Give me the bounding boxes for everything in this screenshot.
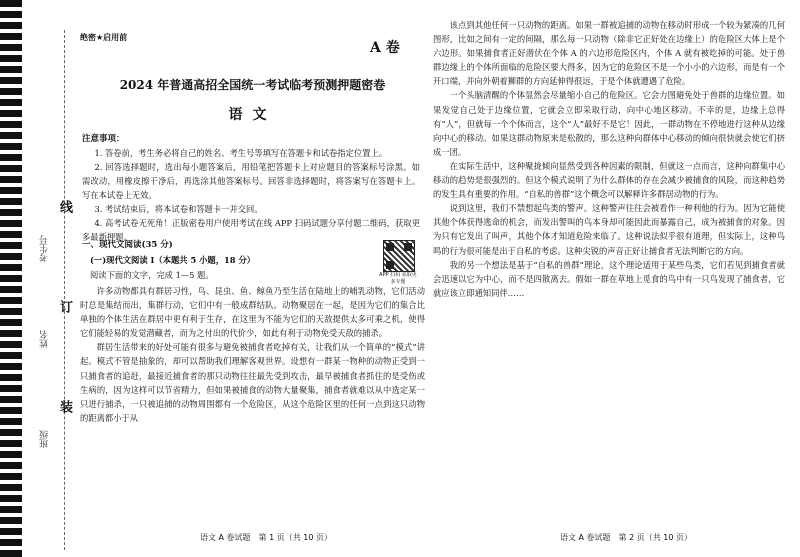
- name-label: 姓名: [40, 330, 50, 348]
- paper-version: A 卷: [370, 40, 400, 56]
- subsection-heading: (一)现代文阅读 I（本题共 5 小题，18 分）: [90, 255, 256, 265]
- binding-bind-label: 装: [57, 400, 72, 413]
- note-item: 1. 答卷前，考生务必将自己的姓名、考生号等填写在答题卡和试卷指定位置上。: [94, 148, 388, 158]
- article-paragraph: 许多动物都具有群居习性，鸟、昆虫、鱼、鲸鱼乃至生活在陆地上的哺乳动物，它们活动时总是集结而出，集群行动，它们中有一般成群结队。动物聚居在一起，是因为它们的集合比单独的个体生活在群居中更有利于生存，在这里为不能为它们的天敌提供太多可乘之机，使得它们能轻易的发觉潜藏者，而为之付出的代价少，如此有利于动物免受天敌的捕杀。: [80, 286, 425, 339]
- footer-left-page: 语文 A 卷试题 第 1 页（共 10 页）: [200, 533, 332, 542]
- subject-title: 语文: [228, 107, 277, 123]
- qr-caption: APP 扫码 获取更多专题: [379, 272, 417, 285]
- class-label: 班级: [40, 430, 50, 448]
- article-paragraph: 我的另一个想法是基于“自私的兽群”理论，这个理论适用于某些鸟类，它们若见到捕食者就会迅速以它为中心，而不是四散离去。假如一群在草地上觅食的鸟中有一只鸟发现了捕食者，它就应该立即通知同伴……: [433, 259, 785, 298]
- article-paragraph: 群居生活带来的好处可能有很多与避免被捕食者吃掉有关，让我们从一个简单的“模式”讲起。模式不管是抽象的，却可以帮助我们理解客观世界。设想有一群某一物种的动物正受到一只捕食者的追赶，最接近捕食者的那只动物往往最先受到攻击，最早被捕食者抓住的是受伤或生病的，因为这样可以节省精力，但如果被捕食的动物大量聚集，捕食者就难以从中选定某一只进行捕杀，一只被追捕的动物周围都有一个危险区，从这个危险区里的任何一点到这只动物的距离都小于从: [80, 342, 425, 423]
- notes-heading: 注意事项：: [82, 134, 125, 144]
- reading-instruction: 阅读下面的文字，完成 1—5 题。: [90, 270, 214, 280]
- note-item: 2. 回答选择题时，选出每小题答案后，用铅笔把答题卡上对应题目的答案标号涂黑。如需改动，用橡皮擦干净后，再选涂其他答案标号。回答非选择题时，将答案写在答题卡上。写在本试卷上无效。: [82, 162, 420, 200]
- right-article-body: [433, 18, 785, 300]
- note-item: 3. 考试结束后，将本试卷和答题卡一并交回。: [94, 204, 263, 214]
- article-paragraph: 在实际生活中，这种聚拢倾向显然受到各种因素的限制，但就这一点而言，这种向群集中心移动的趋势是很强烈的。但这个模式说明了为什么群体的存在会减少被捕食的风险，而这种趋势的发生具有重要的作用。“自私的兽群”这个概念可以解释许多群居动物的行为。: [433, 160, 785, 200]
- qr-code-icon[interactable]: [383, 240, 415, 272]
- left-article-body: [80, 284, 425, 425]
- binding-margin: [0, 0, 72, 557]
- note-item: 4. 高考试卷无死角！正版密卷用户使用考试在线 APP 扫码试题分享付题二维码，获取更多最新押题。: [82, 218, 420, 242]
- confidential-mark: 绝密★启用前: [80, 33, 128, 42]
- article-paragraph: 说到这里，我们不禁想起鸟类的警声。这种警声往往会被看作一种利他的行为。因为它能使其他个体获得逃命的机会，而发出警叫的鸟本身却可能因此而暴露自己，成为被捕食的对象。因为只有它发出了叫声，其他个体才知道危险来临了。这种说法似乎很有道理，但实际上，这种鸟鸣的行为很可能是出于自私的考虑。这种尖锐的声音正好让捕食者无法判断它的方向。: [433, 203, 785, 256]
- article-paragraph: 一个头脑清醒的个体显然会尽量缩小自己的危险区。它会力图避免处于兽群的边缘位置。如果发觉自己处于边缘位置，它就会立即采取行动，向中心地区移动。不幸的是，边缘上总得有“人”，但就每一个个体而言，这个“人”最好不是它！因此，一群动物在不停地进行这种从边缘向中心的移动。如果这群动物原来是松散的，那么这种向群体中心移动的倾向很快就会使它们挤成一团。: [433, 90, 785, 157]
- article-paragraph: 该点到其他任何一只动物的距离。如果一群被追捕的动物在移动时形成一个较为紧凑的几何图形，比如之间有一定的间隔，那么每一只动物（除非它正好处在边缘上）的危险区大体上是个六边形。如果捕食者正好潜伏在个体 A 的六边形危险区内，个体 A 就有被吃掉的可能。处于兽群边缘上的个体所面临的危险区要大得多，因为它的危险区不是一个小小的六边形，而是有一个开口端，并向外朝着狮群的方向延伸得很远，于是个体就遭遇了危险。: [433, 20, 785, 87]
- exam-number-label: 考生号: [40, 235, 50, 262]
- binding-line-label: 线: [57, 200, 72, 213]
- section-heading: 一、现代文阅读(35 分): [82, 240, 173, 250]
- notes-list: [82, 146, 420, 244]
- binding-stripes: [0, 0, 22, 557]
- exam-title: 2024 年普通高招全国统一考试临考预测押题密卷: [119, 78, 386, 92]
- cut-line: [64, 30, 65, 550]
- binding-order-label: 订: [57, 300, 72, 313]
- footer-right-page: 语文 A 卷试题 第 2 页（共 10 页）: [560, 533, 692, 542]
